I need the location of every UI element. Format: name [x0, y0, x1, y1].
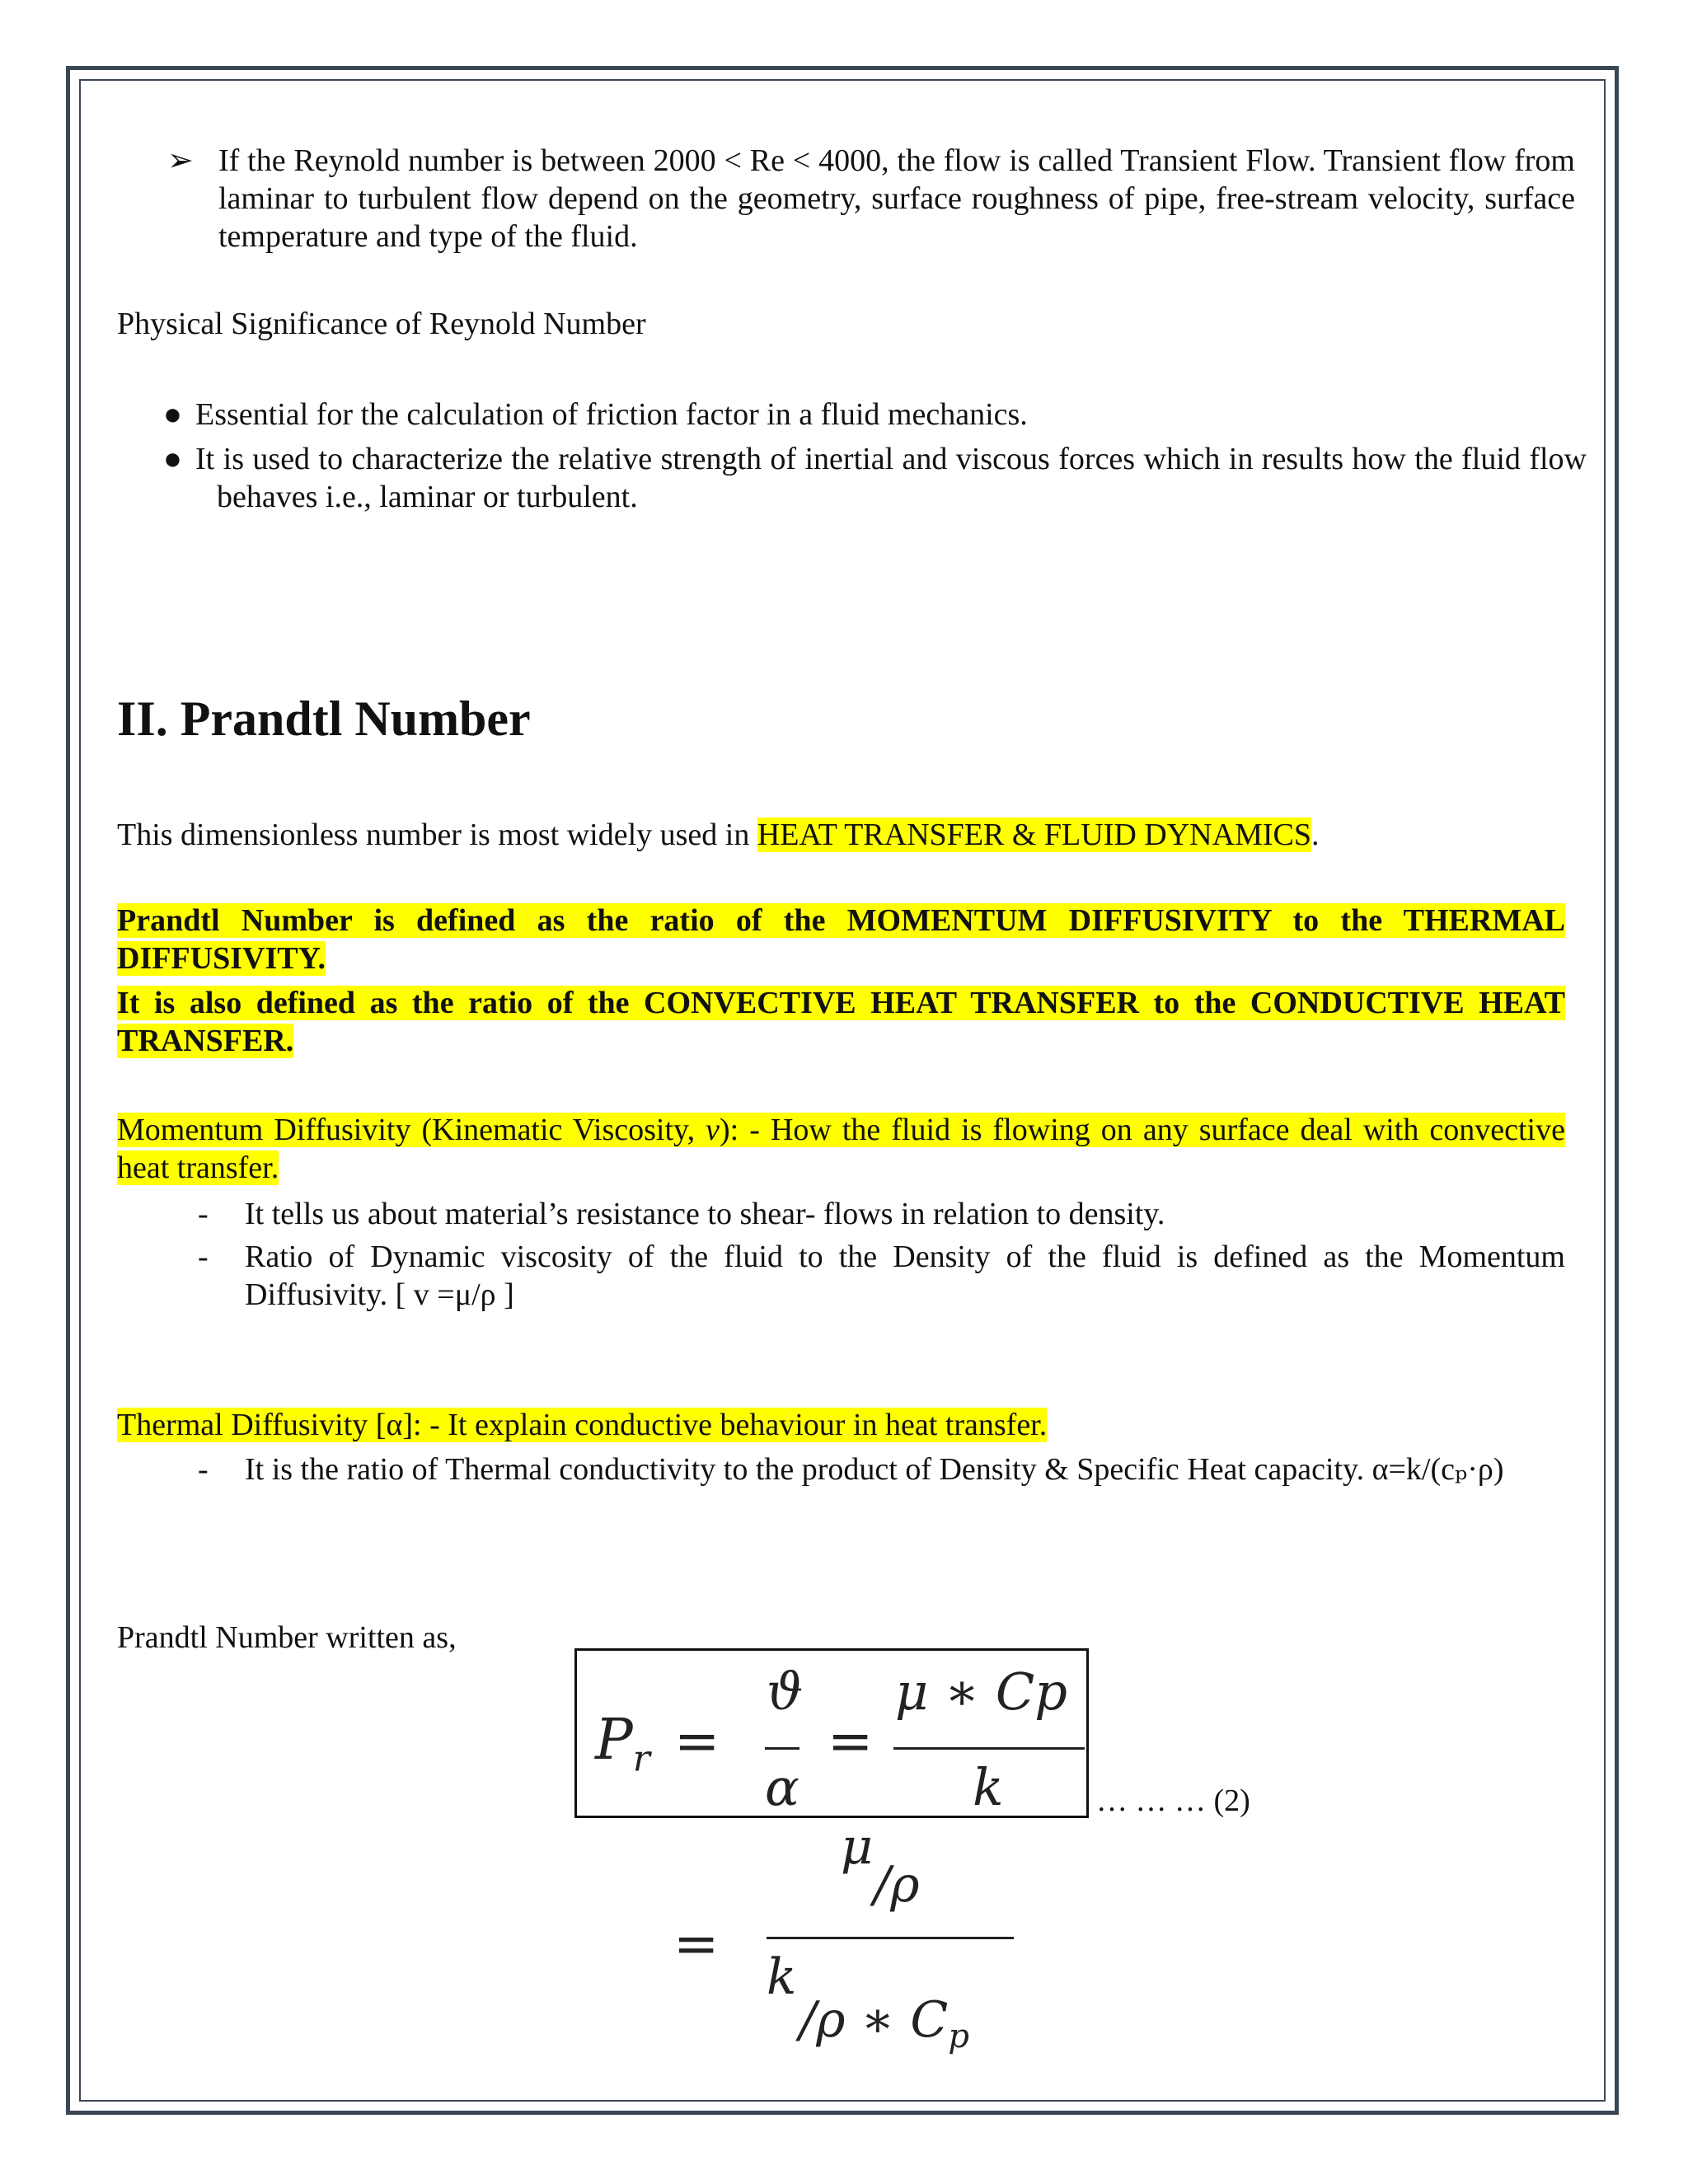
- intro-text: This dimensionless number is most widely used in: [117, 818, 757, 852]
- momentum-diffusivity: [117, 1111, 1565, 1187]
- pr-symbol: P: [595, 1708, 633, 1773]
- thermal-point: It is the ratio of Thermal conductivity to the product of Density & Specific Heat capacity. α=k/(cₚ·ρ): [245, 1452, 1504, 1487]
- section-heading-prandtl: II. Prandtl Number: [117, 691, 531, 746]
- prandtl-intro: [117, 816, 1319, 854]
- definition-1-text: Prandtl Number is defined as the ratio of the MOMENTUM DIFFUSIVITY to the THERMAL DIFFUSIVITY.: [117, 903, 1565, 976]
- pr-subscript: r: [632, 1737, 650, 1780]
- thermal-diffusivity: [117, 1406, 1047, 1444]
- fraction-bar-1: [765, 1747, 799, 1750]
- arrow-bullet-icon: ➢: [167, 143, 194, 178]
- formula-alpha: α: [765, 1757, 799, 1817]
- formula-slash-rho: /ρ: [874, 1856, 920, 1914]
- bullet-dot-icon: ●: [163, 442, 182, 476]
- formula-mu-cp: μ ∗ Cp: [895, 1661, 1067, 1722]
- definition-2: [117, 984, 1565, 1060]
- written-as-label: Prandtl Number written as,: [117, 1620, 457, 1655]
- definition-2-text: It is also defined as the ratio of the CONVECTIVE HEAT TRANSFER to the CONDUCTIVE HEAT TRANSFER.: [117, 986, 1565, 1058]
- transient-flow-paragraph: [209, 142, 1575, 255]
- formula-theta: ϑ: [767, 1661, 804, 1722]
- formula-slash-rho-cp: [799, 1991, 969, 2055]
- intro-highlight: HEAT TRANSFER & FLUID DYNAMICS: [757, 818, 1311, 852]
- dash-bullet: -: [198, 1452, 209, 1487]
- formula-pr: [595, 1708, 650, 1780]
- significance-bullet-2: It is used to characterize the relative strength of inertial and viscous forces which in results how the fluid flow behaves i.e., laminar or turbulent.: [195, 442, 1587, 514]
- rho-cp-text: /ρ ∗ C: [799, 1991, 949, 2049]
- significance-bullet-1: Essential for the calculation of friction factor in a fluid mechanics.: [195, 397, 1028, 432]
- fraction-bar-2: [893, 1747, 1085, 1750]
- equation-number: … … … (2): [1096, 1783, 1250, 1818]
- cp-subscript: p: [948, 2018, 969, 2055]
- momentum-symbol: v: [706, 1113, 720, 1147]
- definition-1: [117, 902, 1565, 977]
- dash-bullet: -: [198, 1197, 209, 1231]
- formula-equals-2: =: [828, 1709, 874, 1773]
- momentum-text-a: Momentum Diffusivity (Kinematic Viscosity,: [117, 1113, 706, 1147]
- bullet-dot-icon: ●: [163, 397, 182, 432]
- formula-equals-1: =: [674, 1709, 720, 1773]
- formula-k2: k: [767, 1948, 797, 2006]
- formula-mu: μ: [841, 1818, 873, 1876]
- dash-bullet: -: [198, 1240, 209, 1274]
- transient-flow-text: If the Reynold number is between 2000 < Re < 4000, the flow is called Transient Flow. Transient flow from laminar to turbulent flow depend on the geometry, surface roughness of pipe, free-stream velocity, surface temperature and type of the fluid.: [218, 143, 1575, 254]
- significance-title: Physical Significance of Reynold Number: [117, 307, 646, 341]
- momentum-point-2: Ratio of Dynamic viscosity of the fluid to the Density of the fluid is defined as the Momentum Diffusivity. [ v =μ/ρ ]: [245, 1240, 1565, 1312]
- momentum-text-b: ): - How the fluid is flowing on any surface deal with convective heat transfer.: [117, 1113, 1565, 1185]
- formula-k: k: [973, 1757, 1004, 1817]
- momentum-point-1: It tells us about material’s resistance to shear- flows in relation to density.: [245, 1197, 1165, 1231]
- formula-equals-3: =: [673, 1912, 720, 1975]
- fraction-bar-3: [767, 1937, 1014, 1939]
- intro-period: .: [1311, 818, 1320, 852]
- thermal-line-text: Thermal Diffusivity [α]: - It explain conductive behaviour in heat transfer.: [117, 1408, 1048, 1442]
